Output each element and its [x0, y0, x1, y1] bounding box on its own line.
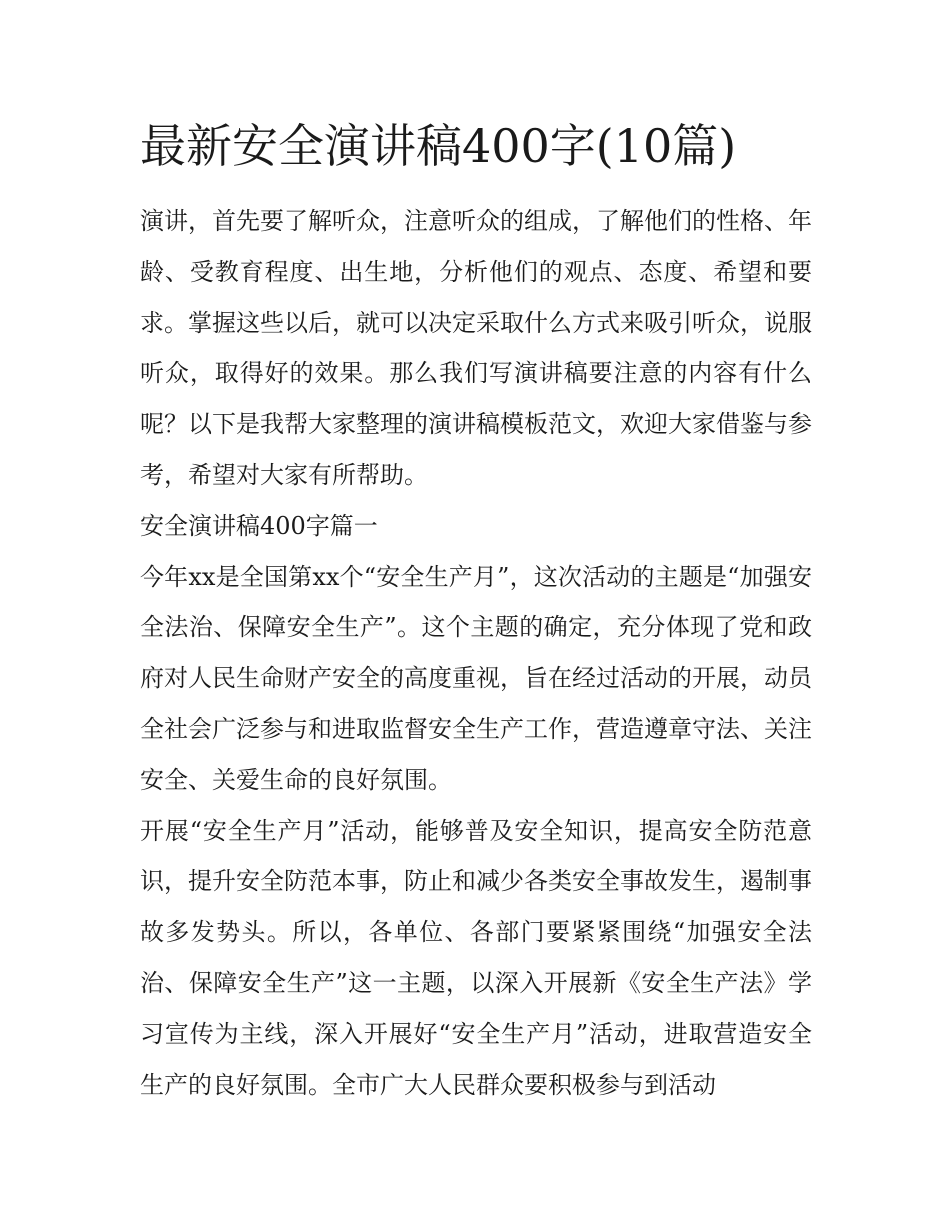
section-heading: 安全演讲稿400字篇一	[140, 511, 378, 540]
paragraph-theme: 今年xx是全国第xx个“安全生产月”，这次活动的主题是“加强安全法治、保障安全生产”。这个主题的确定，充分体现了党和政府对人民生命财产安全的高度重视，旨在经过活动的开展，动员全社会广泛参与和进取监督安全生产工作，营造遵章守法、关注安全、关爱生命的良好氛围。	[140, 562, 812, 794]
paragraph-activity: 开展“安全生产月”活动，能够普及安全知识，提高安全防范意识，提升安全防范本事，防止和减少各类安全事故发生，遏制事故多发势头。所以，各单位、各部门要紧紧围绕“加强安全法治、保障安全生产”这一主题，以深入开展新《安全生产法》学习宣传为主线，深入开展好“安全生产月”活动，进取营造安全生产的良好氛围。全市广大人民群众要积极参与到活动	[140, 816, 812, 1099]
paragraph-intro: 演讲，首先要了解听众，注意听众的组成，了解他们的性格、年龄、受教育程度、出生地，分析他们的观点、态度、希望和要求。掌握这些以后，就可以决定采取什么方式来吸引听众，说服听众，取得好的效果。那么我们写演讲稿要注意的内容有什么呢？以下是我帮大家整理的演讲稿模板范文，欢迎大家借鉴与参考，希望对大家有所帮助。	[140, 207, 812, 489]
document-body	[140, 196, 812, 1110]
document-page	[140, 0, 812, 1229]
document-title: 最新安全演讲稿400字(10篇)	[140, 119, 737, 173]
